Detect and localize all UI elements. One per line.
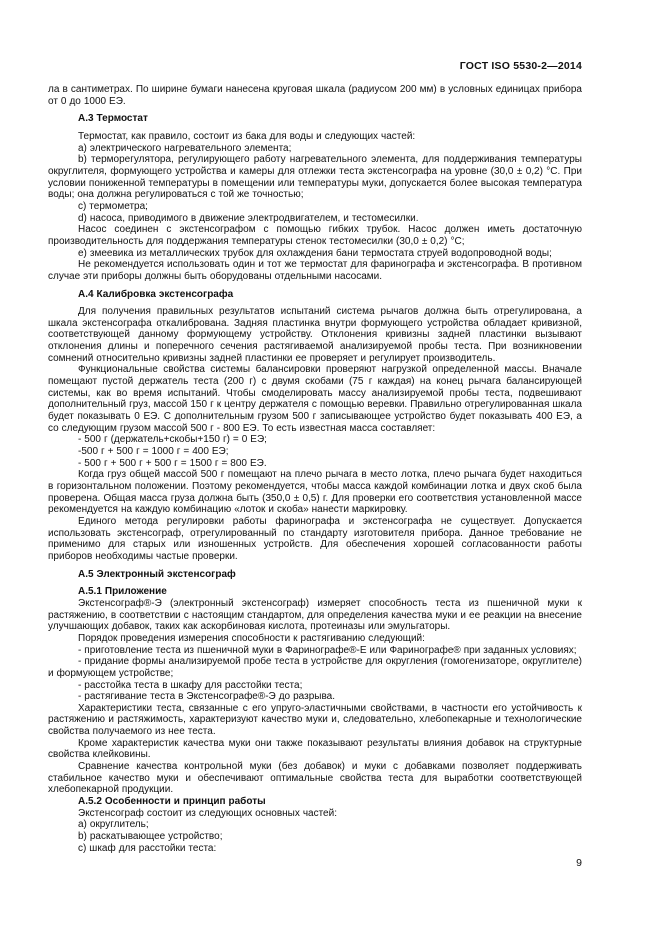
paragraph: a) округлитель; [78,819,149,831]
paragraph: Термостат, как правило, состоит из бака для воды и следующих частей: [78,130,416,142]
section-heading: А.4 Калибровка экстенсографа [78,288,234,300]
paragraph: e) змеевика из металлических трубок для охлаждения бани термостата струей водопроводной воды; [78,247,552,259]
paragraph: Функциональные свойства системы балансировки проверяют нагрузкой определенной массы. Вначале помещают пустой держатель теста (200 г) с двумя скобами (75 г каждая) на конец рычага балансирующей системы, как во время испытаний. Чтобы смоделировать массу анализируемой пробы теста, подвешивают дополнительный груз, массой 150 г к центру держателя с помощью веревки. Правильно отрегулированная шкала будет показывать 0 ЕЭ. С дополнительным грузом 500 г записывающее устройство будет показывать 400 ЕЭ, а со следующим грузом массой 500 г - 800 ЕЭ. То есть известная масса составляет: [48,364,582,434]
section-heading: А.5.2 Особенности и принцип работы [78,796,266,808]
section-heading: А.5.1 Приложение [78,586,167,598]
paragraph: Экстенсограф®-Э (электронный экстенсограф) измеряет способность теста из пшеничной муки к растяжению, в соответствии с настоящим стандартом, для определения качества муки и ее реакции на внесение улучшающих добавок, таких как аскорбиновая кислота, протеиназы или эмульгаторы. [48,597,582,633]
paragraph: - 500 г + 500 г + 500 г = 1500 г = 800 ЕЭ. [78,457,267,469]
paragraph: d) насоса, приводимого в движение электродвигателем, и тестомесилки. [78,212,419,224]
paragraph: - 500 г (держатель+скобы+150 г) = 0 ЕЭ; [78,434,267,446]
paragraph: - расстойка теста в шкафу для расстойки теста; [78,679,303,691]
paragraph: - растягивание теста в Экстенсографе®-Э до разрыва. [78,691,335,703]
paragraph: c) термометра; [78,200,148,212]
paragraph: a) электрического нагревательного элемента; [78,142,292,154]
paragraph: - придание формы анализируемой пробе теста в устройстве для округления (гомогенизаторе, округлителе) и формующем устройстве; [48,656,582,679]
section-heading: А.3 Термостат [78,113,148,125]
paragraph: Кроме характеристик качества муки они также показывают результаты влияния добавок на структурные свойства клейковины. [48,737,582,761]
paragraph: Порядок проведения измерения способности к растягиванию следующий: [78,632,425,644]
page-number: 9 [576,857,582,869]
paragraph: b) раскатывающее устройство; [78,831,223,843]
paragraph: Не рекомендуется использовать один и тот же термостат для фаринографа и экстенсографа. В противном случае эти приборы должны быть оборудованы отдельными насосами. [48,259,582,282]
paragraph: Характеристики теста, связанные с его упруго-эластичными свойствами, в частности его устойчивость к растяжению и растяжимость, характеризуют качество муки и, следовательно, хлебопекарные и технологические свойства получаемого из нее теста. [48,702,582,738]
paragraph: -500 г + 500 г = 1000 г = 400 ЕЭ; [78,446,229,458]
paragraph: b) терморегулятора, регулирующего работу нагревательного элемента, для поддерживания температуры округлителя, формующего устройства и камеры для отлежки теста экстенсографа на уровне (30,0 ± 0,2) °С. При условии пониженной температуры в помещении или температуры муки, допускается более высокая температура воды; она должна регулироваться с той же точностью; [48,154,582,201]
paragraph: Сравнение качества контрольной муки (без добавок) и муки с добавками позволяет поддерживать стабильное качество муки и обеспечивают оптимальные свойства теста для выработки соответствующей хлебопекарной продукции. [48,761,582,796]
paragraph: Для получения правильных результатов испытаний система рычагов должна быть отрегулирована, а шкала экстенсографа откалибрована. Задняя пластинка внутри формующего устройства обладает кривизной, соответствующей данному формующему устройству. Отклонения кривизны задней пластинки вызывают отклонения длины и поперечного сечения растягиваемой анализируемой пробы теста. При возникновении сомнений относительно кривизны задней пластинки ее проверяет и регулирует производитель. [48,306,582,364]
paragraph: c) шкаф для расстойки теста: [78,842,217,854]
paragraph: Экстенсограф состоит из следующих основных частей: [78,807,337,819]
paragraph: ла в сантиметрах. По ширине бумаги нанесена круговая шкала (радиусом 200 мм) в условных единицах прибора от 0 до 1000 ЕЭ. [48,84,582,107]
paragraph: Единого метода регулировки работы фаринографа и экстенсографа не существует. Допускается использовать экстенсограф, отрегулированный по стандарту изготовителя прибора. Данное требование не применимо для старых или изношенных устройств. Для обеспечения хорошей согласованности работы приборов необходимы частые проверки. [48,515,582,562]
section-heading: А.5 Электронный экстенсограф [78,568,236,580]
paragraph: - приготовление теста из пшеничной муки в Фаринографе®-Е или Фаринографе® при заданных условиях; [78,644,577,656]
paragraph: Когда груз общей массой 500 г помещают на плечо рычага в место лотка, плечо рычага будет находиться в горизонтальном положении. Поэтому рекомендуется, чтобы масса каждой комбинации лотка и двух скоб была проверена. Общая масса груза должна быть (350,0 ± 0,5) г. Для проверки его соответствия установленной массе рекомендуется на каждую комбинацию «лоток и скоба» нанести маркировку. [48,469,582,516]
document-body [48,84,582,854]
paragraph: Насос соединен с экстенсографом с помощью гибких трубок. Насос должен иметь достаточную производительность для поддержания температуры стенок тестомесилки (30,0 ± 0,2) °С; [48,224,582,247]
running-header: ГОСТ ISO 5530-2—2014 [459,60,582,72]
